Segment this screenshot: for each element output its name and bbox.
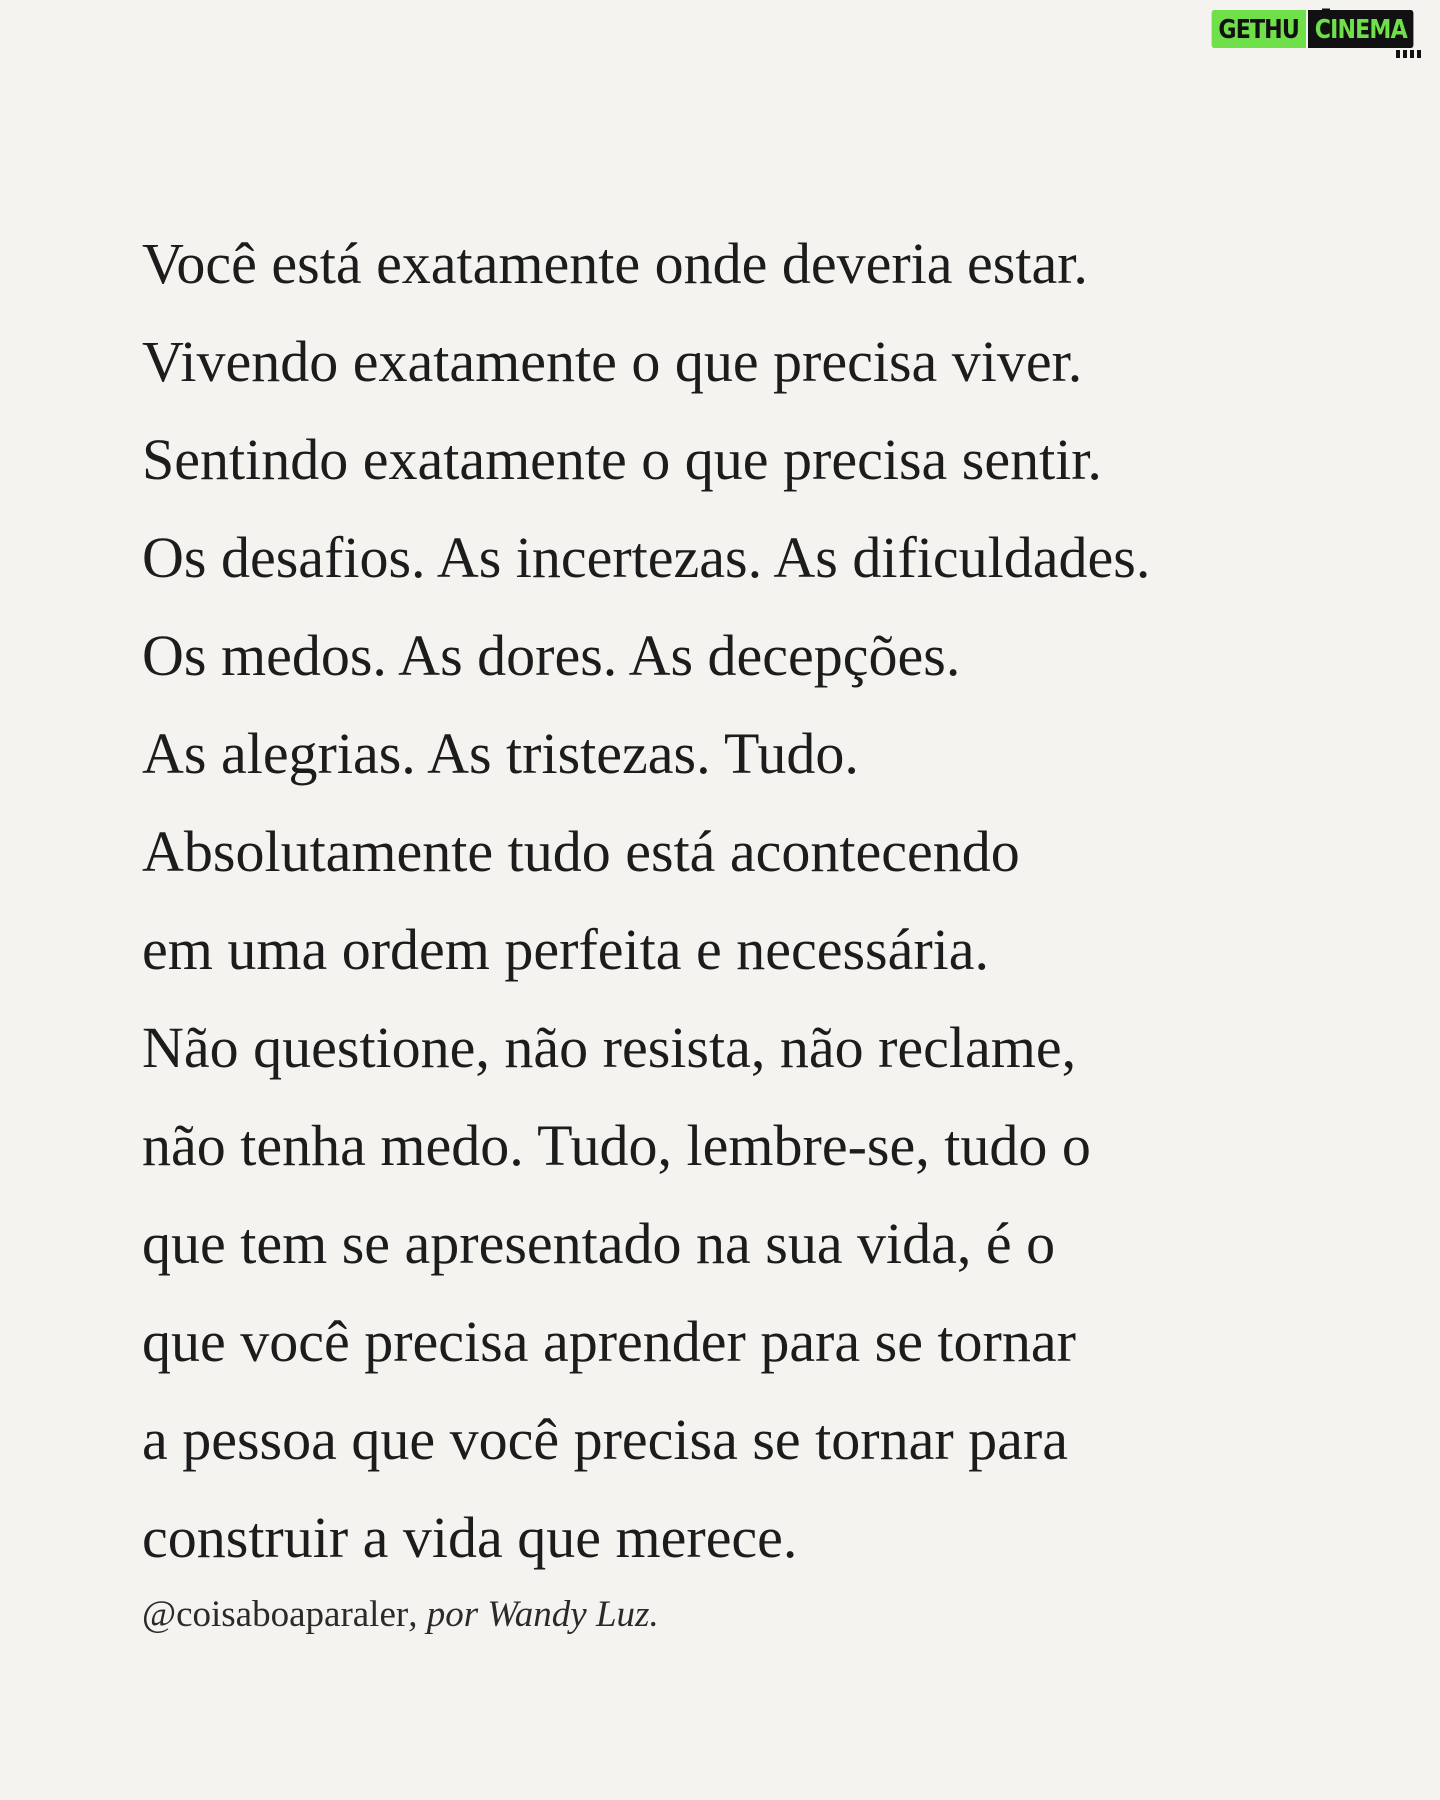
- attribution-author: , por Wandy Luz.: [408, 1594, 659, 1635]
- watermark-logo: [1195, 10, 1432, 48]
- quote-line: construir a vida que merece.: [142, 1505, 798, 1570]
- quote-line: Você está exatamente onde deveria estar.: [142, 231, 1088, 296]
- film-strip-icon: [1396, 50, 1424, 58]
- watermark-text-left: GETHU: [1212, 10, 1306, 48]
- quote-line: que tem se apresentado na sua vida, é o: [142, 1211, 1056, 1276]
- attribution-handle: @coisaboaparaler: [142, 1594, 409, 1635]
- quote-line: a pessoa que você precisa se tornar para: [142, 1407, 1068, 1472]
- quote-line: Não questione, não resista, não reclame,: [142, 1015, 1077, 1080]
- quote-line: Vivendo exatamente o que precisa viver.: [142, 329, 1083, 394]
- quote-line: que você precisa aprender para se tornar: [142, 1309, 1076, 1374]
- quote-line: As alegrias. As tristezas. Tudo.: [142, 721, 859, 786]
- watermark-text-right: CINEMA: [1308, 10, 1414, 48]
- quote-text: [142, 215, 1362, 1636]
- quote-line: Os desafios. As incertezas. As dificuldades.: [142, 525, 1151, 590]
- quote-line: Absolutamente tudo está acontecendo: [142, 819, 1020, 884]
- quote-line: Os medos. As dores. As decepções.: [142, 623, 961, 688]
- attribution: [142, 1593, 1362, 1636]
- quote-line: não tenha medo. Tudo, lembre-se, tudo o: [142, 1113, 1091, 1178]
- quote-line: Sentindo exatamente o que precisa sentir.: [142, 427, 1102, 492]
- quote-line: em uma ordem perfeita e necessária.: [142, 917, 990, 982]
